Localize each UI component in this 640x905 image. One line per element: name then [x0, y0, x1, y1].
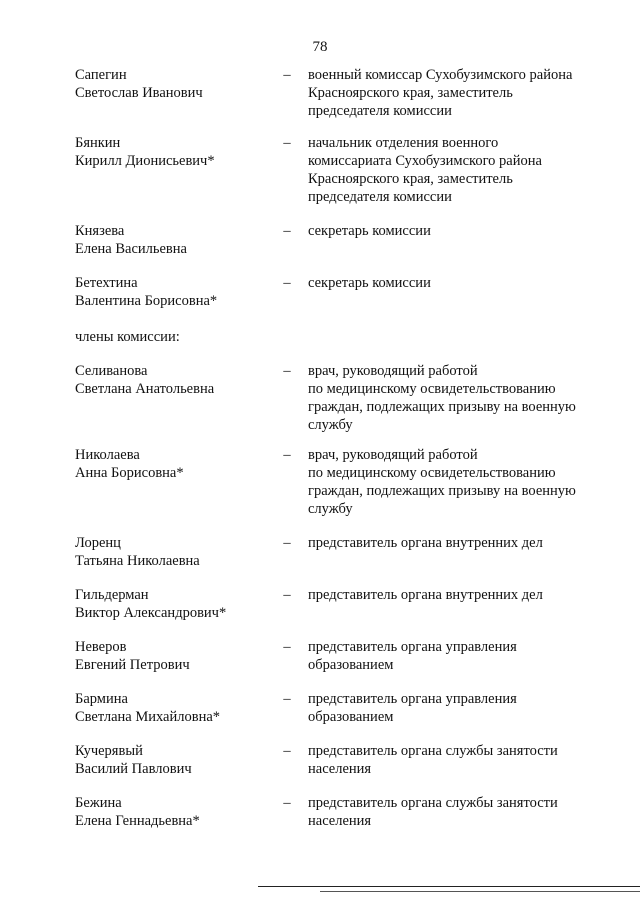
member-name [75, 534, 275, 570]
given-names: Василий Павлович [75, 761, 192, 777]
role-line: населения [308, 761, 372, 777]
member-role [308, 586, 608, 604]
surname: Бянкин [75, 135, 121, 151]
surname: Князева [75, 223, 125, 239]
member-role [308, 690, 608, 726]
member-role [308, 274, 608, 292]
role-line: службу [308, 501, 353, 517]
dash: – [283, 639, 291, 655]
footer-rule-secondary [320, 891, 640, 892]
role-line: комиссариата Сухобузимского района [308, 153, 542, 169]
dash: – [283, 223, 291, 239]
given-names: Елена Васильевна [75, 241, 187, 257]
given-names: Виктор Александрович* [75, 605, 227, 621]
member-entry [0, 222, 640, 257]
surname: Николаева [75, 447, 140, 463]
member-name [75, 274, 275, 310]
dash: – [283, 795, 291, 811]
dash: – [283, 743, 291, 759]
given-names: Татьяна Николаевна [75, 553, 200, 569]
dash: – [283, 691, 291, 707]
role-line: граждан, подлежащих призыву на военную [308, 483, 576, 499]
member-entry [0, 534, 640, 569]
role-line: представитель органа службы занятости [308, 743, 558, 759]
role-line: врач, руководящий работой [308, 447, 478, 463]
role-line: образованием [308, 709, 394, 725]
dash: – [283, 363, 291, 379]
member-name [75, 446, 275, 482]
member-role [308, 638, 608, 674]
member-entry [0, 586, 640, 621]
member-entry [0, 66, 640, 119]
role-line: представитель органа службы занятости [308, 795, 558, 811]
dash: – [283, 135, 291, 151]
member-name [75, 638, 275, 674]
role-line: председателя комиссии [308, 103, 452, 119]
member-name [75, 362, 275, 398]
role-line: образованием [308, 657, 394, 673]
given-names: Светлана Михайловна* [75, 709, 221, 725]
member-role [308, 66, 608, 120]
member-name [75, 742, 275, 778]
member-name [75, 222, 275, 258]
role-line: председателя комиссии [308, 189, 452, 205]
member-name [75, 66, 275, 102]
given-names: Евгений Петрович [75, 657, 190, 673]
member-name [75, 586, 275, 622]
dash: – [283, 275, 291, 291]
role-line: службу [308, 417, 353, 433]
member-role [308, 742, 608, 778]
member-role [308, 134, 608, 206]
surname: Селиванова [75, 363, 148, 379]
member-role [308, 222, 608, 240]
role-line: по медицинскому освидетельствованию [308, 465, 556, 481]
dash: – [283, 587, 291, 603]
role-line: населения [308, 813, 372, 829]
member-entry [0, 690, 640, 725]
role-line: врач, руководящий работой [308, 363, 478, 379]
role-line: секретарь комиссии [308, 223, 431, 239]
page-number: 78 [312, 39, 328, 55]
surname: Лоренц [75, 535, 121, 551]
surname: Кучерявый [75, 743, 143, 759]
dash: – [283, 447, 291, 463]
member-entry [0, 742, 640, 777]
member-entry [0, 362, 640, 433]
surname: Бетехтина [75, 275, 138, 291]
surname: Бежина [75, 795, 122, 811]
member-entry [0, 134, 640, 205]
member-entry [0, 446, 640, 517]
member-entry [0, 274, 640, 309]
role-line: Красноярского края, заместитель [308, 85, 513, 101]
surname: Бармина [75, 691, 128, 707]
given-names: Валентина Борисовна* [75, 293, 218, 309]
role-line: Красноярского края, заместитель [308, 171, 513, 187]
role-line: по медицинскому освидетельствованию [308, 381, 556, 397]
member-role [308, 534, 608, 552]
member-name [75, 794, 275, 830]
role-line: военный комиссар Сухобузимского района [308, 67, 573, 83]
footer-rule [258, 886, 640, 887]
role-line: представитель органа управления [308, 639, 517, 655]
dash: – [283, 535, 291, 551]
role-line: граждан, подлежащих призыву на военную [308, 399, 576, 415]
role-line: представитель органа управления [308, 691, 517, 707]
members-heading: члены комиссии: [75, 329, 180, 345]
role-line: секретарь комиссии [308, 275, 431, 291]
surname: Неверов [75, 639, 127, 655]
surname: Сапегин [75, 67, 127, 83]
member-role [308, 362, 608, 434]
role-line: представитель органа внутренних дел [308, 535, 543, 551]
given-names: Елена Геннадьевна* [75, 813, 200, 829]
member-entry [0, 794, 640, 829]
member-role [308, 446, 608, 518]
role-line: начальник отделения военного [308, 135, 499, 151]
dash: – [283, 67, 291, 83]
given-names: Светослав Иванович [75, 85, 203, 101]
member-role [308, 794, 608, 830]
given-names: Светлана Анатольевна [75, 381, 215, 397]
surname: Гильдерман [75, 587, 149, 603]
member-name [75, 134, 275, 170]
member-entry [0, 638, 640, 673]
given-names: Анна Борисовна* [75, 465, 184, 481]
role-line: представитель органа внутренних дел [308, 587, 543, 603]
given-names: Кирилл Дионисьевич* [75, 153, 215, 169]
member-name [75, 690, 275, 726]
